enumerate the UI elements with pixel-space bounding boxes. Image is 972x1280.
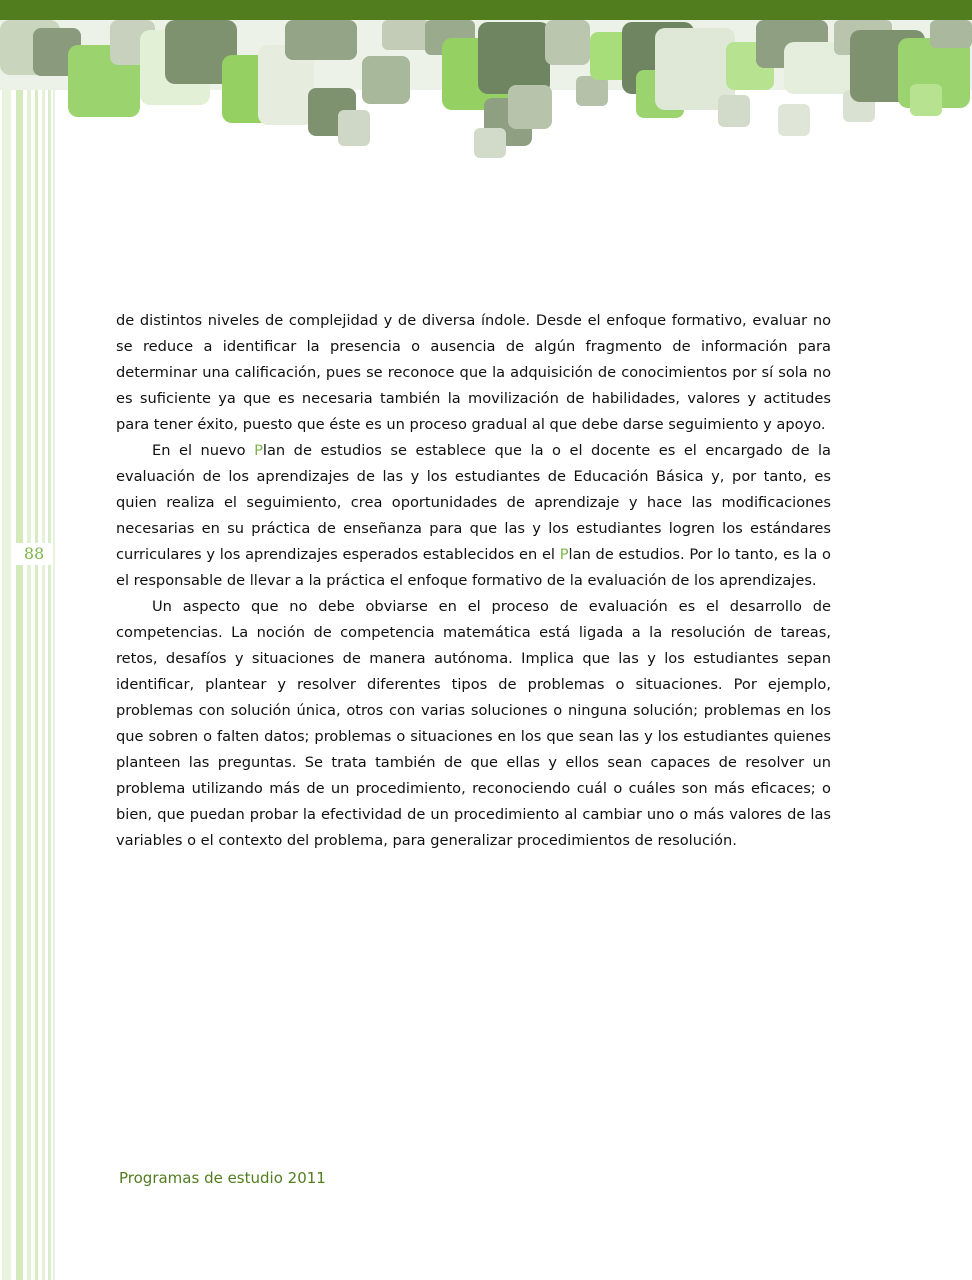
page-number: 88 <box>16 543 52 565</box>
footer-title: Programas de estudio 2011 <box>119 1169 326 1187</box>
paragraph-2 <box>116 438 831 594</box>
paragraph-3: Un aspecto que no debe obviarse en el proceso de evaluación es el desarrollo de competencias. La noción de competencia matemática está ligada a la resolución de tareas, retos, desafíos y situaciones de manera autónoma. Implica que las y los estudiantes sepan identificar, plantear y resolver diferentes tipos de problemas o situaciones. Por ejemplo, problemas con solución única, otros con varias soluciones o ninguna solución; problemas en los que sobren o falten datos; problemas o situaciones en los que sean las y los estudiantes quienes planteen las preguntas. Se trata también de que ellas y ellos sean capaces de resolver un problema utilizando más de un procedimiento, reconociendo cuál o cuáles son más eficaces; o bien, que puedan probar la efectividad de un procedimiento al cambiar uno o más valores de las variables o el contexto del problema, para generalizar procedimientos de resolución. <box>116 598 831 849</box>
decorative-squares <box>0 20 972 158</box>
side-stripes-decoration <box>0 90 60 1280</box>
body-text <box>116 308 831 854</box>
highlighted-letter-p: P <box>559 546 569 563</box>
paragraph-2-text-a: En el nuevo <box>152 442 255 459</box>
highlighted-letter-p: P <box>254 442 263 459</box>
paragraph-2-text-e: lan de estudios. Por lo tanto, es la o el responsable de llevar a la práctica el enfoque formativo de la evaluación de los aprendizajes. <box>116 546 831 589</box>
decorative-squares-banner <box>0 0 972 165</box>
paragraph-2-text-c: lan de estudios se establece que la o el docente es el encargado de la evaluación de los aprendizajes de las y los estudiantes de Educación Básica y, por tanto, es quien realiza el seguimiento, crea oportunidades de aprendizaje y hace las modificaciones necesarias en su práctica de enseñanza para que las y los estudiantes logren los estándares curriculares y los aprendizajes esperados establecidos en el <box>116 442 831 563</box>
paragraph-1: de distintos niveles de complejidad y de diversa índole. Desde el enfoque formativo, evaluar no se reduce a identificar la presencia o ausencia de algún fragmento de información para determinar una calificación, pues se reconoce que la adquisición de conocimientos por sí sola no es suficiente ya que es necesaria también la movilización de habilidades, valores y actitudes para tener éxito, puesto que éste es un proceso gradual al que debe darse seguimiento y apoyo. <box>116 312 831 433</box>
